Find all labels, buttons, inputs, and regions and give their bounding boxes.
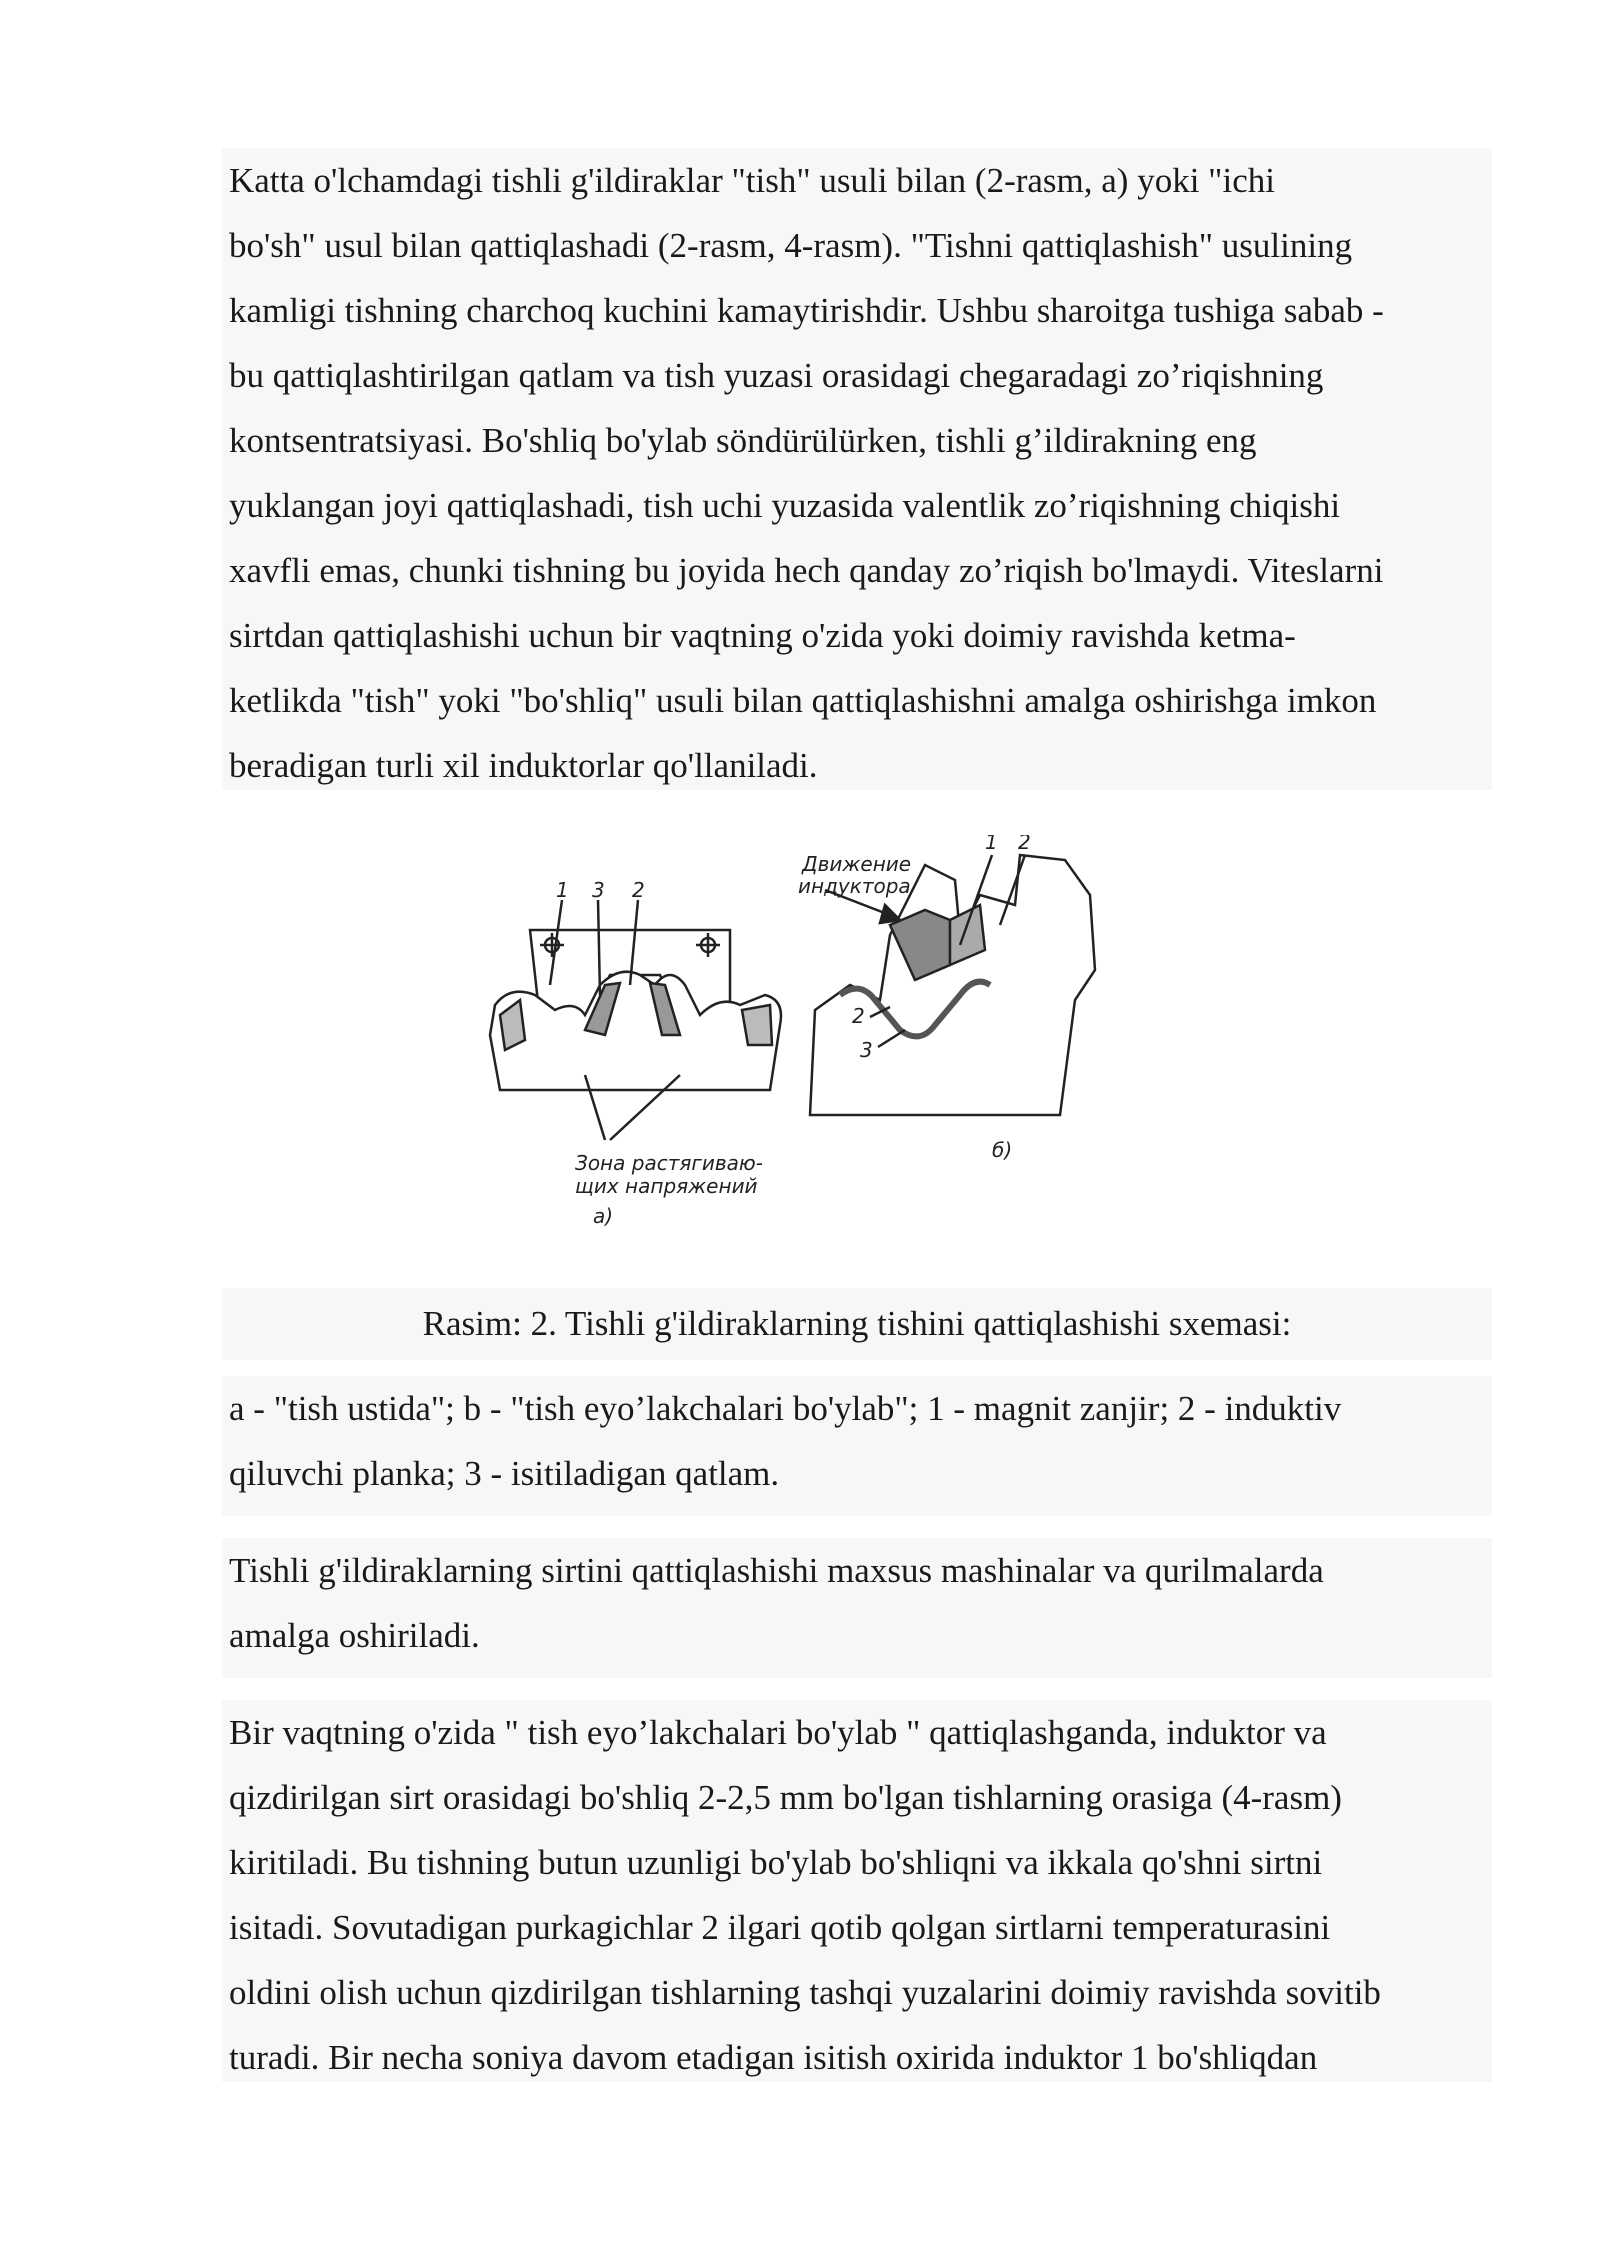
paragraph-block-1 bbox=[222, 148, 1492, 790]
paragraph-2: Tishli g'ildiraklarning sirtini qattiqlashishi maxsus mashinalar va qurilmalarda amalga oshiriladi. bbox=[229, 1551, 1324, 1655]
left-label-2: 2 bbox=[632, 878, 645, 902]
right-sublabel: б) bbox=[992, 1138, 1013, 1162]
paragraph-block-2 bbox=[222, 1538, 1492, 1678]
left-label-3: 3 bbox=[592, 878, 605, 902]
left-sublabel: а) bbox=[593, 1204, 614, 1228]
paragraph-3: Bir vaqtning o'zida " tish eyo’lakchalari bo'ylab " qattiqlashganda, induktor va qizdirilgan sirt orasidagi bo'shliq 2-2,5 mm bo'lgan tishlarning orasiga (4-rasm) kiritiladi. Bu tishning butun uzunligi bo'ylab bo'shliqni va ikkala qo'shni sirtni isitadi. Sovutadigan purkagichlar 2 ilgari qotib qolgan sirtlarni temperaturasini oldini olish uchun qizdirilgan tishlarning tashqi yuzalarini doimiy ravishda sovitib turadi. Bir necha soniya davom etadigan isitish oxirida induktor 1 bo'shliqdan bbox=[229, 1713, 1381, 2077]
figure-gear-hardening bbox=[480, 835, 1240, 1255]
paragraph-block-3 bbox=[222, 1700, 1492, 2082]
gear-hardening-diagram bbox=[480, 835, 1240, 1255]
right-label-3: 3 bbox=[860, 1038, 873, 1062]
motion-line1: Движение bbox=[802, 852, 912, 876]
right-label-top-1: 1 bbox=[985, 835, 998, 854]
right-label-top-2: 2 bbox=[1018, 835, 1031, 854]
paragraph-1: Katta o'lchamdagi tishli g'ildiraklar "tish" usuli bilan (2-rasm, a) yoki "ichi bo'sh" usul bilan qattiqlashadi (2-rasm, 4-rasm). "Tishni qattiqlashish" usulining kamligi tishning charchoq kuchini kamaytirishdir. Ushbu sharoitga tushiga sabab - bu qattiqlashtirilgan qatlam va tish yuzasi orasidagi chegaradagi zo’riqishning kontsentratsiyasi. Bo'shliq bo'ylab söndürülürken, tishli g’ildirakning eng yuklangan joyi qattiqlashadi, tish uchi yuzasida valentlik zo’riqishning chiqishi xavfli emas, chunki tishning bu joyida hech qanday zo’riqish bo'lmaydi. Viteslarni sirtdan qattiqlashishi uchun bir vaqtning o'zida yoki doimiy ravishda ketma- ketlikda "tish" yoki "bo'shliq" usuli bilan qattiqlashishni amalga oshirishga imkon beradigan turli xil induktorlar qo'llaniladi. bbox=[229, 161, 1384, 785]
figure-caption: Rasim: 2. Tishli g'ildiraklarning tishini qattiqlashishi sxemasi: bbox=[422, 1304, 1292, 1343]
caption-block bbox=[222, 1288, 1492, 1360]
figure-legend: a - "tish ustida"; b - "tish eyo’lakchalari bo'ylab"; 1 - magnit zanjir; 2 - induktiv qiluvchi planka; 3 - isitiladigan qatlam. bbox=[229, 1389, 1342, 1493]
legend-block bbox=[222, 1376, 1492, 1516]
right-label-2: 2 bbox=[852, 1004, 865, 1028]
left-zone-line2: щих напряжений bbox=[575, 1174, 758, 1198]
left-label-1: 1 bbox=[556, 878, 569, 902]
motion-line2: индуктора bbox=[798, 874, 911, 898]
left-zone-line1: Зона растягиваю- bbox=[575, 1151, 763, 1175]
diagram-a bbox=[490, 900, 781, 1140]
